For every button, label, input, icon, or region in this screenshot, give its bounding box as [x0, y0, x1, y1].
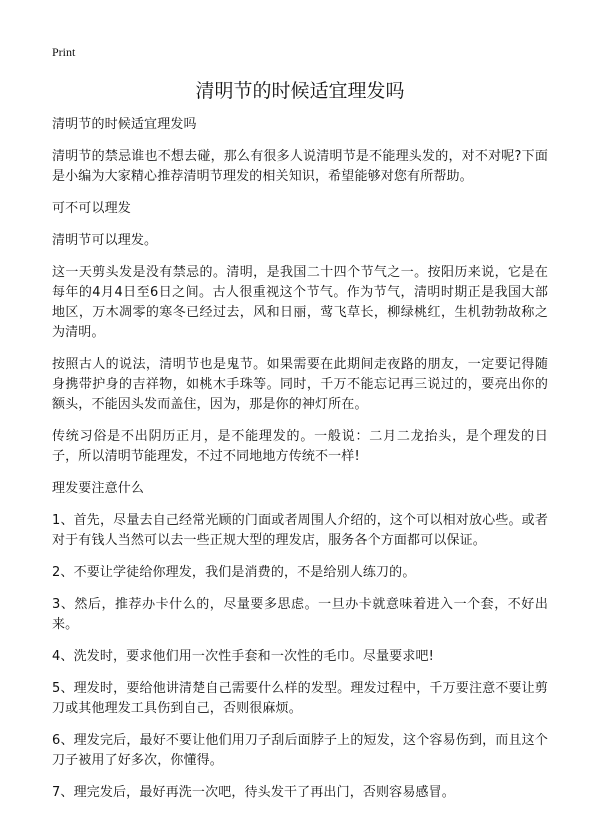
- page-title: 清明节的时候适宜理发吗: [195, 80, 405, 102]
- list-item: 2、不要让学徒给你理发，我们是消费的，不是给别人练刀的。: [52, 565, 416, 580]
- article-paragraph: 清明节的禁忌谁也不想去碰，那么有很多人说清明节是不能理头发的，对不对呢?下面是小编为大家精心推荐清明节理发的相关知识，希望能够对您有所帮助。: [52, 149, 548, 184]
- print-link[interactable]: Print: [52, 45, 76, 59]
- article-paragraph: 这一天剪头发是没有禁忌的。清明，是我国二十四个节气之一。按阳历来说，它是在每年的4月4日至6日之间。古人很重视这个节气。作为节气，清明时期正是我国大部地区，万木凋零的寒冬已经过去，风和日丽，莺飞草长，柳绿桃红，生机勃勃故称之为清明。: [52, 265, 548, 340]
- article-paragraph: 传统习俗是不出阴历正月，是不能理发的。一般说：二月二龙抬头，是个理发的日子，所以清明节能理发，不过不同地地方传统不一样!: [52, 429, 548, 464]
- list-item: 3、然后，推荐办卡什么的，尽量要多思虑。一旦办卡就意味着进入一个套，不好出来。: [52, 597, 548, 632]
- article-paragraph: 清明节可以理发。: [52, 233, 158, 248]
- article-paragraph: 按照古人的说法，清明节也是鬼节。如果需要在此期间走夜路的朋友，一定要记得随身携带护身的吉祥物，如桃木手珠等。同时，千万不能忘记再三说过的，要亮出你的额头，不能因头发而盖住，因为，那是你的神灯所在。: [52, 357, 548, 412]
- article-body: [52, 115, 548, 815]
- section-heading: 理发要注意什么: [52, 481, 145, 496]
- list-item: 6、理发完后，最好不要让他们用刀子刮后面脖子上的短发，这个容易伤到，而且这个刀子被用了好多次，你懂得。: [52, 733, 548, 768]
- list-item: 7、理完发后，最好再洗一次吧，待头发干了再出门，否则容易感冒。: [52, 785, 455, 800]
- article-subtitle: 清明节的时候适宜理发吗: [52, 117, 197, 132]
- list-item: 1、首先，尽量去自己经常光顾的门面或者周围人介绍的，这个可以相对放心些。或者对于有钱人当然可以去一些正规大型的理发店，服务各个方面都可以保证。: [52, 513, 548, 548]
- list-item: 5、理发时，要给他讲清楚自己需要什么样的发型。理发过程中，千万要注意不要让剪刀或其他理发工具伤到自己，否则很麻烦。: [52, 681, 548, 716]
- section-heading: 可不可以理发: [52, 201, 131, 216]
- list-item: 4、洗发时，要求他们用一次性手套和一次性的毛巾。尽量要求吧!: [52, 649, 434, 664]
